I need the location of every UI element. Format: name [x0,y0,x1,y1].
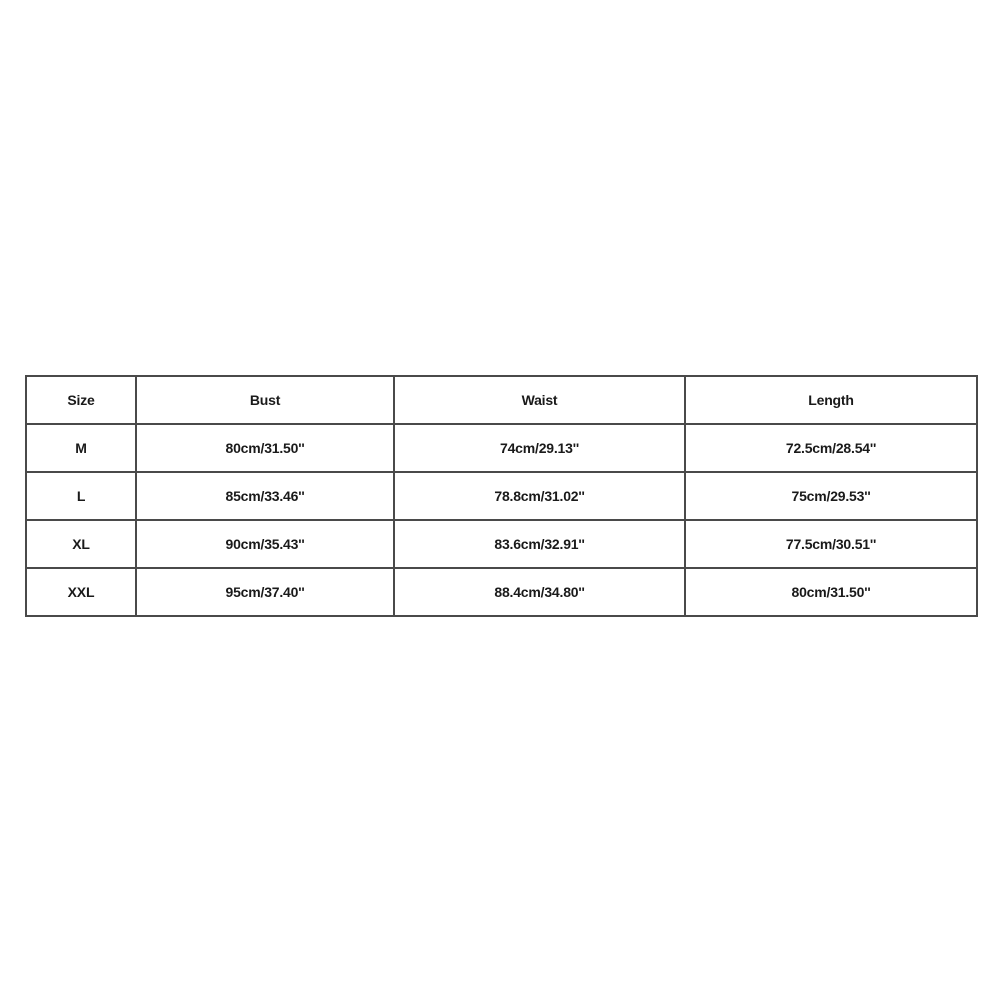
cell-bust: 90cm/35.43'' [136,520,394,568]
table-row [26,568,977,616]
table-row [26,472,977,520]
header-waist: Waist [394,376,685,424]
size-chart-table [25,375,978,617]
cell-waist: 83.6cm/32.91'' [394,520,685,568]
header-row [26,376,977,424]
table-row [26,424,977,472]
cell-size: XXL [26,568,136,616]
cell-waist: 78.8cm/31.02'' [394,472,685,520]
cell-bust: 95cm/37.40'' [136,568,394,616]
header-bust: Bust [136,376,394,424]
cell-size: XL [26,520,136,568]
header-length: Length [685,376,977,424]
cell-length: 77.5cm/30.51'' [685,520,977,568]
cell-length: 72.5cm/28.54'' [685,424,977,472]
cell-length: 80cm/31.50'' [685,568,977,616]
cell-size: L [26,472,136,520]
cell-bust: 80cm/31.50'' [136,424,394,472]
cell-size: M [26,424,136,472]
cell-waist: 88.4cm/34.80'' [394,568,685,616]
header-size: Size [26,376,136,424]
table-row [26,520,977,568]
cell-bust: 85cm/33.46'' [136,472,394,520]
cell-length: 75cm/29.53'' [685,472,977,520]
cell-waist: 74cm/29.13'' [394,424,685,472]
